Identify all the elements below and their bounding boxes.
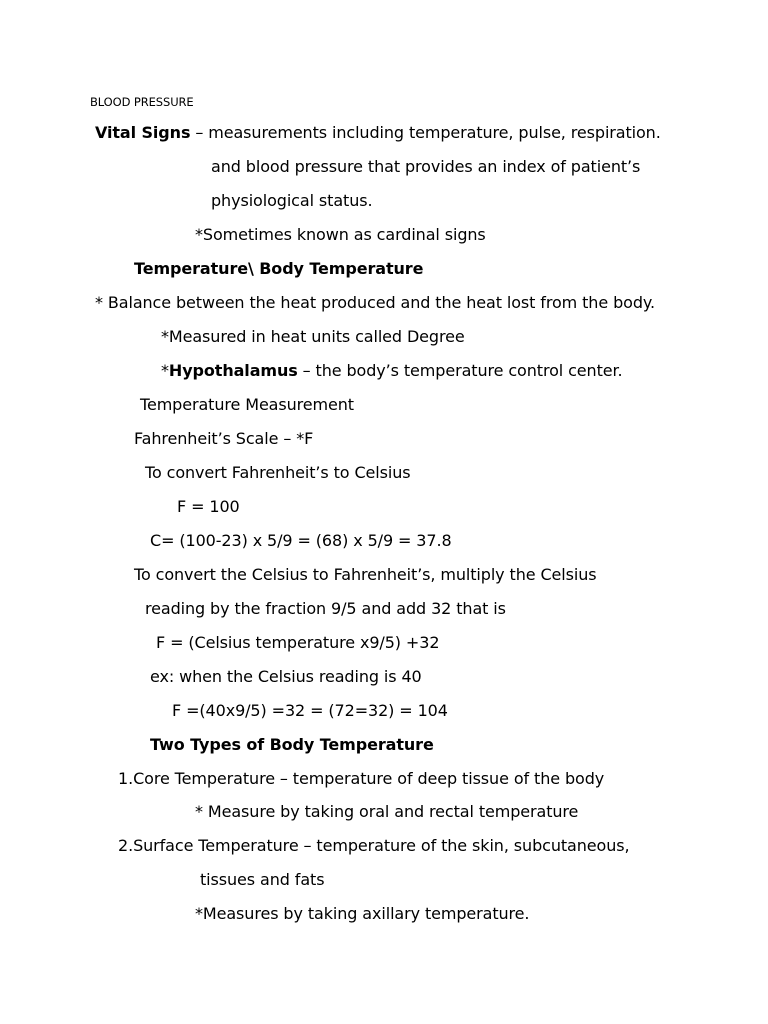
hypothalamus-prefix: * xyxy=(161,361,169,380)
vital-signs-definition-line-2: and blood pressure that provides an index of patient’s xyxy=(211,157,641,176)
hypothalamus-line xyxy=(161,361,622,381)
vital-signs-note: *Sometimes known as cardinal signs xyxy=(195,225,486,244)
celsius-formula: C= (100-23) x 5/9 = (68) x 5/9 = 37.8 xyxy=(150,531,452,550)
hypothalamus-definition: – the body’s temperature control center. xyxy=(297,361,623,380)
convert-to-celsius: To convert Fahrenheit’s to Celsius xyxy=(145,463,411,482)
hypothalamus-term: Hypothalamus xyxy=(168,361,298,380)
document-header: BLOOD PRESSURE xyxy=(90,95,194,109)
temperature-measured-note: *Measured in heat units called Degree xyxy=(161,327,465,346)
surface-temperature-line-2: tissues and fats xyxy=(200,870,325,889)
vital-signs-term: Vital Signs xyxy=(95,123,191,142)
fahrenheit-formula: F = (Celsius temperature x9/5) +32 xyxy=(156,633,440,652)
core-temperature-note: * Measure by taking oral and rectal temperature xyxy=(195,802,579,821)
example-statement: ex: when the Celsius reading is 40 xyxy=(150,667,422,686)
fahrenheit-value: F = 100 xyxy=(177,497,240,516)
surface-temperature-note: *Measures by taking axillary temperature. xyxy=(195,904,530,923)
types-heading: Two Types of Body Temperature xyxy=(150,735,434,754)
fahrenheit-scale: Fahrenheit’s Scale – *F xyxy=(134,429,314,448)
vital-signs-definition: – measurements including temperature, pulse, respiration. xyxy=(190,123,661,142)
temperature-heading: Temperature\ Body Temperature xyxy=(134,259,424,278)
convert-to-fahrenheit-line-2: reading by the fraction 9/5 and add 32 that is xyxy=(145,599,506,618)
measurement-heading: Temperature Measurement xyxy=(140,395,354,414)
convert-to-fahrenheit-line-1: To convert the Celsius to Fahrenheit’s, multiply the Celsius xyxy=(134,565,597,584)
vital-signs-definition-line-1 xyxy=(95,123,661,143)
core-temperature: 1.Core Temperature – temperature of deep tissue of the body xyxy=(118,769,605,788)
example-formula: F =(40x9/5) =32 = (72=32) = 104 xyxy=(172,701,448,720)
vital-signs-definition-line-3: physiological status. xyxy=(211,191,373,210)
surface-temperature-line-1: 2.Surface Temperature – temperature of the skin, subcutaneous, xyxy=(118,836,630,855)
temperature-balance: * Balance between the heat produced and the heat lost from the body. xyxy=(95,293,655,312)
